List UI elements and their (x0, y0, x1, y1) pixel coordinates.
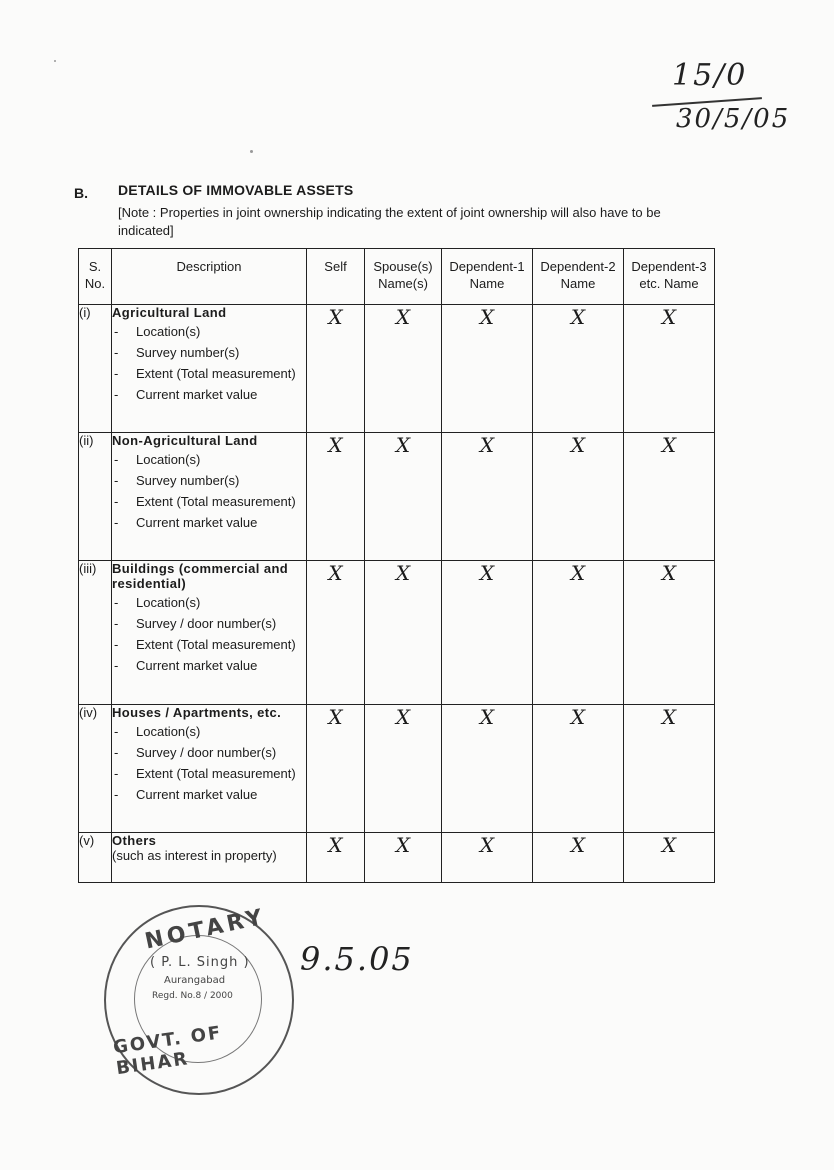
table-row (79, 433, 715, 561)
table-row (79, 305, 715, 433)
row-description (112, 705, 307, 833)
mark-spouse: X (365, 561, 442, 705)
mark-dependent-1: X (442, 833, 533, 883)
scan-speck (54, 60, 56, 62)
row-category: Non-Agricultural Land (112, 433, 258, 448)
header-sno-line1: S. (88, 259, 102, 274)
header-spouse-line1: Spouse(s) (373, 259, 433, 274)
header-sno-line2: No. (84, 276, 106, 291)
row-item-list (112, 594, 306, 674)
table-row (79, 705, 715, 833)
row-item-list (112, 451, 306, 531)
mark-dependent-1: X (442, 705, 533, 833)
header-self: Self (307, 249, 365, 305)
header-dependent-2 (533, 249, 624, 305)
mark-spouse: X (365, 433, 442, 561)
header-sno (79, 249, 112, 305)
list-item: - Survey / door number(s) (112, 744, 306, 761)
mark-dependent-3: X (624, 433, 715, 561)
mark-dependent-1: X (442, 561, 533, 705)
mark-spouse: X (365, 705, 442, 833)
table-row (79, 561, 715, 705)
mark-dependent-2: X (533, 705, 624, 833)
list-item: - Extent (Total measurement) (112, 636, 306, 653)
header-dependent-3 (624, 249, 715, 305)
corner-note-line1: 15/0 (672, 58, 748, 93)
row-category: Houses / Apartments, etc. (112, 705, 282, 720)
list-item: - Extent (Total measurement) (112, 493, 306, 510)
header-dep1-line2: Name (469, 276, 505, 291)
list-item: - Extent (Total measurement) (112, 365, 306, 382)
header-dep2-line1: Dependent-2 (540, 259, 616, 274)
row-description (112, 833, 307, 883)
mark-self: X (307, 305, 365, 433)
header-dependent-1 (442, 249, 533, 305)
list-item: - Location(s) (112, 594, 306, 611)
notary-stamp (104, 905, 294, 1095)
row-sno: (i) (79, 305, 112, 433)
list-item: - Current market value (112, 386, 306, 403)
mark-dependent-2: X (533, 561, 624, 705)
row-sno: (iii) (79, 561, 112, 705)
header-dep1-line1: Dependent-1 (449, 259, 525, 274)
row-subtext: (such as interest in property) (112, 848, 277, 863)
row-description (112, 305, 307, 433)
immovable-assets-table (78, 248, 715, 883)
row-item-list (112, 723, 306, 803)
stamp-registration: Regd. No.8 / 2000 (152, 991, 233, 1001)
row-description (112, 561, 307, 705)
stamp-place: Aurangabad (164, 975, 226, 986)
mark-self: X (307, 833, 365, 883)
mark-dependent-2: X (533, 833, 624, 883)
mark-dependent-2: X (533, 305, 624, 433)
mark-spouse: X (365, 305, 442, 433)
row-description (112, 433, 307, 561)
stamp-name: ( P. L. Singh ) (150, 955, 250, 970)
section-letter: B. (74, 185, 88, 201)
list-item: - Survey number(s) (112, 344, 306, 361)
section-title: DETAILS OF IMMOVABLE ASSETS (118, 182, 354, 198)
row-item-list (112, 323, 306, 403)
stamp-top-text: NOTARY (142, 904, 269, 955)
header-dep3-line1: Dependent-3 (631, 259, 707, 274)
list-item: - Location(s) (112, 723, 306, 740)
mark-dependent-3: X (624, 305, 715, 433)
section-note: [Note : Properties in joint ownership indicating the extent of joint ownership will also have to be indicated] (118, 205, 661, 238)
header-dep2-line2: Name (560, 276, 596, 291)
row-sno: (v) (79, 833, 112, 883)
list-item: - Location(s) (112, 323, 306, 340)
row-sno: (ii) (79, 433, 112, 561)
mark-dependent-2: X (533, 433, 624, 561)
list-item: - Location(s) (112, 451, 306, 468)
list-item: - Current market value (112, 786, 306, 803)
header-dep3-line2: etc. Name (639, 276, 699, 291)
mark-dependent-1: X (442, 433, 533, 561)
mark-self: X (307, 705, 365, 833)
table-header-row (79, 249, 715, 305)
row-category: Others (112, 833, 157, 848)
list-item: - Extent (Total measurement) (112, 765, 306, 782)
signature-date: 9.5.05 (300, 940, 414, 978)
header-spouse (365, 249, 442, 305)
mark-spouse: X (365, 833, 442, 883)
mark-dependent-1: X (442, 305, 533, 433)
mark-dependent-3: X (624, 705, 715, 833)
list-item: - Current market value (112, 514, 306, 531)
stamp-bottom-text: GOVT. OF BIHAR (111, 1022, 224, 1080)
header-description: Description (112, 249, 307, 305)
list-item: - Survey / door number(s) (112, 615, 306, 632)
corner-note-line2: 30/5/05 (676, 104, 791, 134)
row-category: Agricultural Land (112, 305, 227, 320)
mark-dependent-3: X (624, 561, 715, 705)
mark-self: X (307, 433, 365, 561)
mark-dependent-3: X (624, 833, 715, 883)
list-item: - Survey number(s) (112, 472, 306, 489)
list-item: - Current market value (112, 657, 306, 674)
row-category: Buildings (commercial and residential) (112, 561, 289, 591)
mark-self: X (307, 561, 365, 705)
scan-speck (250, 150, 253, 153)
row-sno: (iv) (79, 705, 112, 833)
header-spouse-line2: Name(s) (378, 276, 428, 291)
table-row (79, 833, 715, 883)
